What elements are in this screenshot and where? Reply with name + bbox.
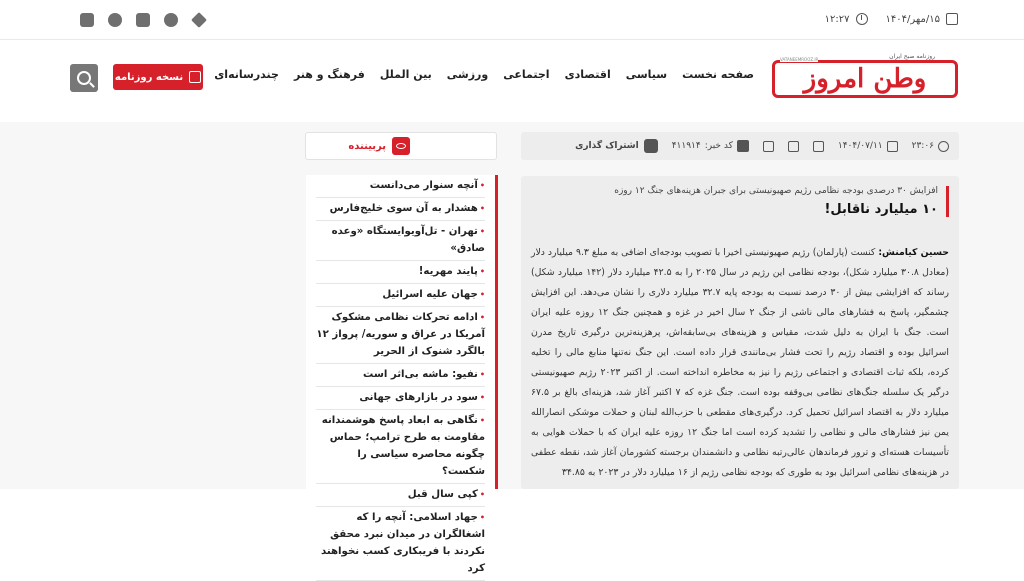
list-item[interactable]: • نفیو: ماشه بی‌اثر است xyxy=(316,364,485,387)
share-icon xyxy=(644,139,658,153)
search-button[interactable] xyxy=(70,64,98,92)
main-nav xyxy=(214,68,754,81)
article-kicker: افزایش ۳۰ درصدی بودجه نظامی رژیم صهیونیستی برای جبران هزینه‌های جنگ ۱۲ روزه xyxy=(614,186,938,196)
nav-politics[interactable]: سیاسی xyxy=(625,68,668,81)
rubika-icon[interactable] xyxy=(191,12,207,28)
newspaper-edition-button[interactable] xyxy=(113,64,203,90)
search-icon xyxy=(77,71,91,85)
print-button[interactable] xyxy=(763,141,774,152)
most-viewed-header[interactable] xyxy=(305,132,497,160)
list-item[interactable]: • نگاهی به ابعاد پاسخ هوشمندانه مقاومت به طرح ترامپ؛ حماس چگونه محاصره سیاسی را شکست؟ xyxy=(316,410,485,484)
article-headline xyxy=(531,186,949,217)
list-item[interactable]: • تهران - تل‌آویو‌ایستگاه «وعده صادق» xyxy=(316,221,485,261)
share-button[interactable]: اشتراک گذاری xyxy=(575,139,658,153)
email-button[interactable] xyxy=(813,141,824,152)
site-header xyxy=(0,40,1024,122)
clock-icon xyxy=(938,141,949,152)
logo-name: وطن امروز xyxy=(772,60,958,98)
nav-economy[interactable]: اقتصادی xyxy=(564,68,611,81)
calendar-icon xyxy=(887,141,898,152)
nav-culture[interactable]: فرهنگ و هنر xyxy=(293,68,365,81)
list-item[interactable]: • سود در بازارهای جهانی xyxy=(316,387,485,410)
logo-tagline: روزنامه صبح ایران xyxy=(886,53,938,60)
email-icon xyxy=(813,141,824,152)
current-date: ۱۵/مهر/۱۴۰۴ xyxy=(885,13,940,25)
eye-icon xyxy=(392,137,410,155)
list-item[interactable]: • آنچه سنوار می‌دانست xyxy=(316,175,485,198)
nav-multimedia[interactable]: چندرسانه‌ای xyxy=(214,68,279,81)
article-date: ۱۴۰۴/۰۷/۱۱ xyxy=(838,141,898,152)
article-text: کنست (پارلمان) رژیم صهیونیستی اخیرا با تصویب بودجه‌ای اضافی به مبلغ ۹.۳ میلیارد دلار (معادل ۳۰.۸ میلیارد شکل)، بودجه نظامی این رژیم در سال ۲۰۲۵ را به ۴۲.۵ میلیارد دلار (۱۴۲ میلیارد شکل) رساند که افزایشی بیش از ۳۰ درصد نسبت به بودجه پایه ۳۲.۷ میلیارد دلاری را نشان می‌دهد. این افزایش چشمگیر، پاسخ به فشارهای مالی ناشی از جنگ ۲ سال اخیر در غزه و همچنین جنگ ۱۲ روزه علیه ایران است. جنگ با ایران به دلیل شدت، مقیاس و هزینه‌های بی‌سابقه‌اش، پرهزینه‌ترین درگیری تاریخ مدرن اسرائیل بوده و اقتصاد رژیم را تحت فشار بی‌مانندی قرار داده است. این جنگ نه‌تنها منابع مالی را تخلیه کرده، بلکه ثبات اقتصادی و اجتماعی رژیم را نیز به مخاطره انداخته است. از اکتبر ۲۰۲۳ رژیم صهیونیستی درگیر یک سلسله جنگ‌های نظامی بی‌وقفه بوده است. جنگ غزه که ۷ اکتبر آغاز شد، هزینه‌ای بالغ بر ۶۷.۵ میلیارد دلار به اقتصاد اسرائیل تحمیل کرد. درگیری‌های مقطعی با حزب‌الله لبنان و حملات موشکی انصارالله یمن نیز فشارهای مالی و نظامی را تشدید کرده است اما جنگ ۱۲ روزه علیه ایران که با حملات هوایی به تأسیسات هسته‌ای و ترور فرماندهان عالی‌رتبه نظامی و دانشمندان برجسته کشورمان آغاز شد، نقطه عطفی در هزینه‌های نظامی اسرائیل بود به طوری که بودجه نظامی رژیم از ۱۶ میلیارد دلار در ۲۰۲۳ به ۳۴.۸۵ xyxy=(531,247,949,478)
nav-international[interactable]: بین الملل xyxy=(379,68,432,81)
nav-sports[interactable]: ورزشی xyxy=(446,68,489,81)
newspaper-icon xyxy=(189,71,201,83)
article-body xyxy=(531,243,949,483)
most-viewed-list xyxy=(306,175,498,574)
copy-button[interactable] xyxy=(788,141,799,152)
soroush-icon[interactable] xyxy=(164,13,178,27)
bale-icon[interactable] xyxy=(108,13,122,27)
logo-site: VATANEEMROOZ.IR xyxy=(780,57,819,62)
telegram-icon[interactable] xyxy=(136,13,150,27)
list-item[interactable]: • جهان علیه اسرائیل xyxy=(316,284,485,307)
clock-icon xyxy=(856,13,868,25)
code-icon xyxy=(737,140,749,152)
news-code: کد خبر: ۴۱۱۹۱۴ xyxy=(672,140,749,152)
social-links xyxy=(80,13,206,27)
newspaper-edition-label: نسخه روزنامه xyxy=(114,71,184,83)
nav-society[interactable]: اجتماعی xyxy=(503,68,550,81)
list-item[interactable]: • پایند مهریه! xyxy=(316,261,485,284)
article-title: ۱۰ میلیارد ناقابل! xyxy=(824,202,938,217)
list-item[interactable]: • جهاد اسلامی: آنچه را که اشغالگران در میدان نبرد محقق نکردند با فریبکاری کسب نخواهند کرد xyxy=(316,507,485,581)
copy-icon xyxy=(788,141,799,152)
print-icon xyxy=(763,141,774,152)
eitaa-icon[interactable] xyxy=(80,13,94,27)
list-item[interactable]: • هشدار به آن سوی خلیج‌فارس xyxy=(316,198,485,221)
calendar-icon xyxy=(946,13,958,25)
site-logo[interactable] xyxy=(772,54,958,102)
top-bar xyxy=(0,0,1024,40)
list-item[interactable]: • کپی سال قبل xyxy=(316,484,485,507)
article-content xyxy=(521,176,959,489)
current-time: ۱۲:۲۷ xyxy=(824,13,850,25)
nav-home[interactable]: صفحه نخست xyxy=(682,68,754,81)
date-time xyxy=(825,13,958,25)
most-viewed-label: پربیننده xyxy=(348,140,386,152)
article-author: حسین کیامنش: xyxy=(878,247,949,258)
list-item[interactable]: • ادامه تحرکات نظامی مشکوک آمریکا در عراق و سوریه/ پرواز ۱۲ بالگرد شنوک از الحریر xyxy=(316,307,485,364)
article-toolbar xyxy=(521,132,959,160)
article-time: ۲۳:۰۶ xyxy=(912,141,949,152)
